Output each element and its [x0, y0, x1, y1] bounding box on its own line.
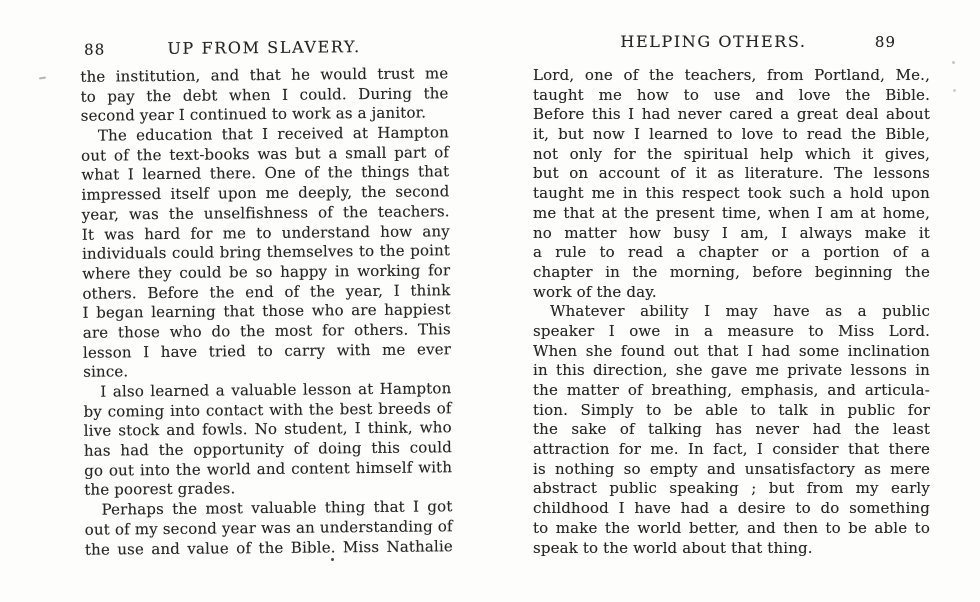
text-line: Perhaps the most valuable thing that I got — [101, 497, 453, 519]
text-line: taught me how to use and love the Bible. — [533, 85, 930, 104]
text-line: Before this I had never cared a great deal about — [533, 105, 930, 124]
text-line: out of my second year was an understanding of — [84, 517, 453, 539]
text-line: to make the world better, and then to be able to — [533, 518, 930, 537]
scan-artifact-dash — [39, 77, 46, 80]
text-line: not only for the spiritual help which it gives, — [533, 144, 930, 163]
page-text-left — [80, 64, 453, 560]
text-line: since. — [83, 362, 129, 382]
text-line: in this direction, she gave me private lessons in — [533, 361, 930, 380]
text-line: speaker I owe in a measure to Miss Lord. — [533, 321, 930, 340]
text-line: out of the text-books was but a small part of — [81, 142, 450, 165]
scan-artifact-speck — [952, 61, 955, 64]
book-page-right — [533, 32, 930, 558]
text-line: the poorest grades. — [84, 479, 236, 500]
text-line: the institution, and that he would trust me — [80, 64, 449, 86]
text-line: taught me in this respect took such a hold upon — [533, 184, 930, 203]
text-line: by coming into contact with the best breeds of — [83, 398, 452, 421]
book-page-left — [80, 36, 453, 560]
text-line: no matter how busy I am, I always make it — [533, 223, 930, 242]
scan-artifact-speck — [953, 89, 956, 92]
text-line: has had the opportunity of doing this could — [83, 438, 453, 460]
page-number-left: 88 — [84, 40, 106, 59]
page-number-right: 89 — [874, 33, 896, 51]
text-line: the matter of breathing, emphasis, and articula- — [533, 381, 930, 399]
text-line: chapter in the morning, before beginning the — [533, 262, 930, 281]
text-line: year, was the unselfishness of the teachers. — [81, 202, 450, 224]
text-line: individuals could bring themselves to the point — [81, 241, 451, 263]
running-header-right — [533, 32, 930, 52]
text-line: abstract public speaking ; but from my early — [533, 479, 930, 498]
text-line: are those who do the most for others. This — [82, 320, 451, 342]
text-line: to pay the debt when I could. During the — [80, 83, 449, 106]
text-line: impressed itself upon me deeply, the second — [81, 182, 450, 204]
text-line: is nothing so empty and unsatisfactory as mere — [533, 459, 930, 478]
scan-artifact-dot — [331, 558, 334, 561]
text-line: I began learning that those who are happiest — [82, 300, 451, 323]
text-line: a rule to read a chapter or a portion of a — [533, 243, 930, 262]
text-line: live stock and fowls. No student, I think, who — [83, 418, 452, 441]
text-line: the use and value of the Bible. Miss Nathalie — [84, 536, 453, 559]
text-line: speak to the world about that thing. — [533, 538, 813, 557]
text-line: attraction for me. In fact, I consider that there — [533, 440, 930, 459]
running-header-left — [80, 36, 448, 60]
text-line: It was hard for me to understand how any — [81, 221, 450, 244]
text-line: tion. Simply to be able to talk in public for — [533, 400, 930, 419]
text-line: Whatever ability I may have as a public — [550, 302, 930, 321]
text-line: I also learned a valuable lesson at Hampton — [100, 379, 452, 401]
text-line: work of the day. — [533, 282, 657, 301]
text-line: me that at the present time, when I am at home, — [533, 203, 930, 222]
running-title-left: UP FROM SLAVERY. — [167, 37, 361, 58]
text-line: it, but now I learned to love to read the Bible, — [533, 125, 930, 144]
text-line: childhood I have had a desire to do something — [533, 499, 930, 518]
text-line: go out into the world and content himself with — [84, 457, 453, 480]
text-line: others. Before the end of the year, I think — [82, 280, 451, 303]
text-line: second year I continued to work as a janitor. — [80, 103, 427, 126]
running-title-right: HELPING OTHERS. — [620, 32, 807, 51]
page-text-right — [533, 66, 930, 558]
text-line: The education that I received at Hampton — [97, 123, 450, 145]
text-line: When she found out that I had some inclination — [533, 341, 930, 360]
text-line: what I learned there. One of the things that — [81, 162, 450, 185]
text-line: lesson I have tried to carry with me ever — [82, 339, 452, 362]
text-line: but on account of it as literature. The lessons — [533, 164, 930, 183]
text-line: Lord, one of the teachers, from Portland, Me., — [533, 66, 930, 84]
text-line: where they could be so happy in working for — [82, 261, 451, 283]
text-line: the sake of talking has never had the least — [533, 420, 930, 439]
